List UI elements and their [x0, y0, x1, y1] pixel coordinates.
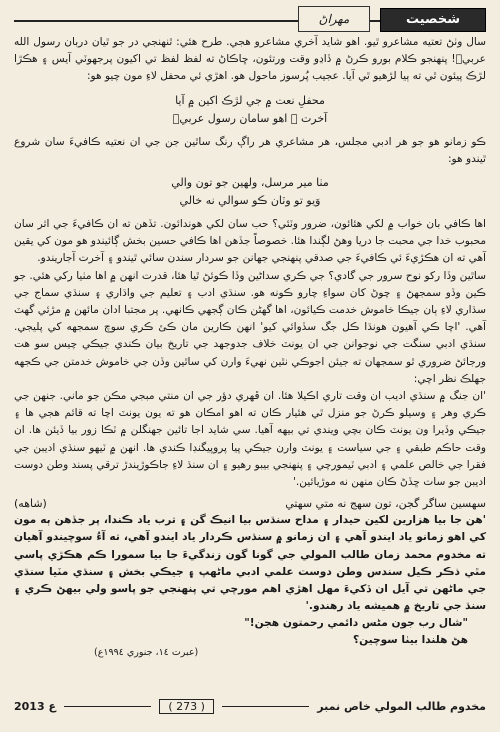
article-body-3: [14, 216, 486, 491]
paragraph-5: 'ان جنگ ۾ سنڌي اديب ان وقت تاري اڪيلا هئا. ان ڦهري دؤر جي ان منتي مبجي مڪن جو ماني. جنهن جي ڪري وهر ۽ وسيلو ڪرڻ جو منزل ٿي هئيار ڪان ته اهو امڪان هو ته يون يونٽ اچا ته قائم هجي ها ۽ جيڪي وڏيرا ون يونٽ ڪان بچي ويندي تي بيهه آهيا. سي شايد اجا تائين جهنگلن ۾ ٽڪا زور بيا ڏيئن ها. ان وقت حاڪم طبقي ۽ جي سياست ۽ يونٽ وارن جيڪي پيا پروپيگنڊا ڪندي ها. انهن ۾ ٽيهو سنڌي اديبن جي فقرا جي خالص علمي ۽ ادبي ٽيمورچي ۽ پنهنجي بيبو رهيو ۽ ان سنڌ لاءِ جاڪوڙيندڙ ترقي پسند وطن دوست اديبن جو سات ڇڏڻ ڪان منهن نه موڙيائين.': [14, 390, 486, 489]
paragraph-2: ڪو زمانو هو جو هر ادبي مجلس، هر مشاعري هر راڳ رنگ ساٿين جن جي ان نعتيه ڪافيءَ سان شروع ٿيندو هو:: [14, 135, 486, 165]
verse-attribution: (شاهه): [14, 497, 47, 511]
verse-line: وَيو تو وٽان ڪو سوالي نه خالي: [179, 194, 321, 208]
verse-line: محفلِ نعت ۾ جي لڙڪ اکين ۾ آيا: [175, 93, 325, 107]
closing-line: "شال رب جون مڻس دائمي رحمتون هجن!": [244, 617, 468, 630]
publication-title: مخدوم طالب المولي خاص نمبر: [317, 699, 486, 713]
article-body-2: [14, 134, 486, 168]
closing-lines: [14, 615, 486, 649]
section-label: شخصيت: [380, 8, 486, 32]
page-number: ( 273 ): [159, 699, 214, 714]
verse-line: سهسين ساگر گجن، تون سهج نه متي سهتي: [285, 497, 486, 511]
paragraph-4: ساٿين وڏا رکو نوح سرور جي گادي؟ جي ڪري سداڻين وڏا ڪوئڻ ٿيا هئا، قدرت انهن ۾ اها مٺيا رکي هئي. جو ڪين وڏو سمجهڻ ۽ چوڻ کان سواءِ چارو ڪونه هو. سنڌي ادب ۽ تعليم جي واڌاري ۽ سنڌي سماج جي سڌاري لاءِ ٻان جيڪا خاموش خدمت ڪيائون، اها گهڻن ڪان ڳجهي ڪانهي. پر مجتبا ادان مائهن ۾ مڙئي گهٽ آهي. 'اچا ڪي آهيون هونڌا ڪل جگ سڏوائي کيو' انهن ڪارين مان ڪئ ڪري سوچ سمجهه کي پليجي. سنڌي ادبي سنگت جي نوجوانن جي ان يونٽ خلاف جدوجهد جي تاريخ بيان ڪندي جيڪي چيس سو هت ورجائڻ ضروري ٿو سمجهان ته جيئن اجوڪي نٿين نهيءَ وارن کي ساٿين وڏن جي خاموش خدمتن جي ڪجهه جهلڪ نظر اچي:: [14, 269, 486, 385]
magazine-logo: مهراڻ: [298, 6, 370, 32]
quote-text: 'هن جا بيا هزارين لکين حيدار ۽ مداح سنڌس بيا انيڪ گن ۽ ترب ياد ڪندا، پر جڏهن ٻه مون کي اهو زمانو ياد ايندو آهي ۽ ان زمانو ۾ سنڌس ڪردار ياد ايندو آهي، ته آءُ سوچيندو آهيان ته مخدوم محمد زمان طالب المولي جي گونا گون زندگيءَ جا بيا سمورا ڪم هڪڙي پاسي مٿي ذڪر ڪيل سندس وطن دوست علمي ادبي ماڻهپ ۽ جيڪي بخش ۽ سنڌي مٽيا سنڌي جي ماڻهن تي آيل ان ڏکيءَ مهل اهڙي اهم مورچي تي پنهنجي جو پاسو ولي بيهڻ ڪري ۽ سنڌ جي تاريخ ۾ هميشه ياد رهندو.': [14, 514, 486, 613]
page-header: [14, 6, 486, 34]
verse-line: مٺا مير مرسل، ولهين جو تون والي: [171, 176, 329, 190]
page-footer: [14, 696, 486, 716]
verse-3: [14, 495, 486, 512]
paragraph-3: اها ڪافي بان خواب ۾ لکي هئائون، ضرور وٽئي؟ حب سان لکي هوندائون. تڏهن ته ان ڪافيءَ جي اثر سان محبوب خدا جي محبت جا دريا وهڻ لڳندا هئا. خصوصاً جڏهن اها ڪافي حسين بخش ڳائيندو هو مون کي يقين آهي ته ان هڪڙيءَ ئي ڪافيءَ جي صدقي پنهنجي جهانن جو سردار سندن سائي ٿيندو ۽ آخرت آجاريندو.: [14, 218, 486, 265]
paragraph-1: سال وٺڻ تعتيه مشاعرو ٿيو. اهو شايد آخري مشاعرو هجي. طرح هئي: ٿنهنجي در جو ٿيان دربان رسول الله عربيؐ! پنهنجو ڪلام بورو ڪرڻ ۾ ڏاڍو وقت ورتئون، ڇاڪاڻ ته لفظ لفظ تي اکيون پرجهوٽي آيس ۽ هڪڙا لڙڪ پيئون ٿي ته ٻيا لڙهيو ٿي آيا. عجيب پُرسوز ماحول هو. اهڙي ئي محفل لاءِ مون چيو هو:: [14, 36, 486, 83]
source-citation: (عبرت ١٤، جنوري ١٩٩٤ع): [94, 647, 199, 659]
verse-line: آخرت ۾ اهو سامان رسول عربيؐ: [172, 111, 328, 125]
footer-rule: [222, 706, 309, 707]
article-body: [14, 34, 486, 86]
footer-year: 2013 ع: [14, 699, 56, 713]
verse-1: [14, 92, 486, 128]
closing-line: هڻ هلندا بيٺا سوچين؟: [353, 634, 468, 647]
footer-rule: [64, 706, 151, 707]
quoted-passage: [14, 512, 486, 615]
verse-2: [14, 174, 486, 210]
